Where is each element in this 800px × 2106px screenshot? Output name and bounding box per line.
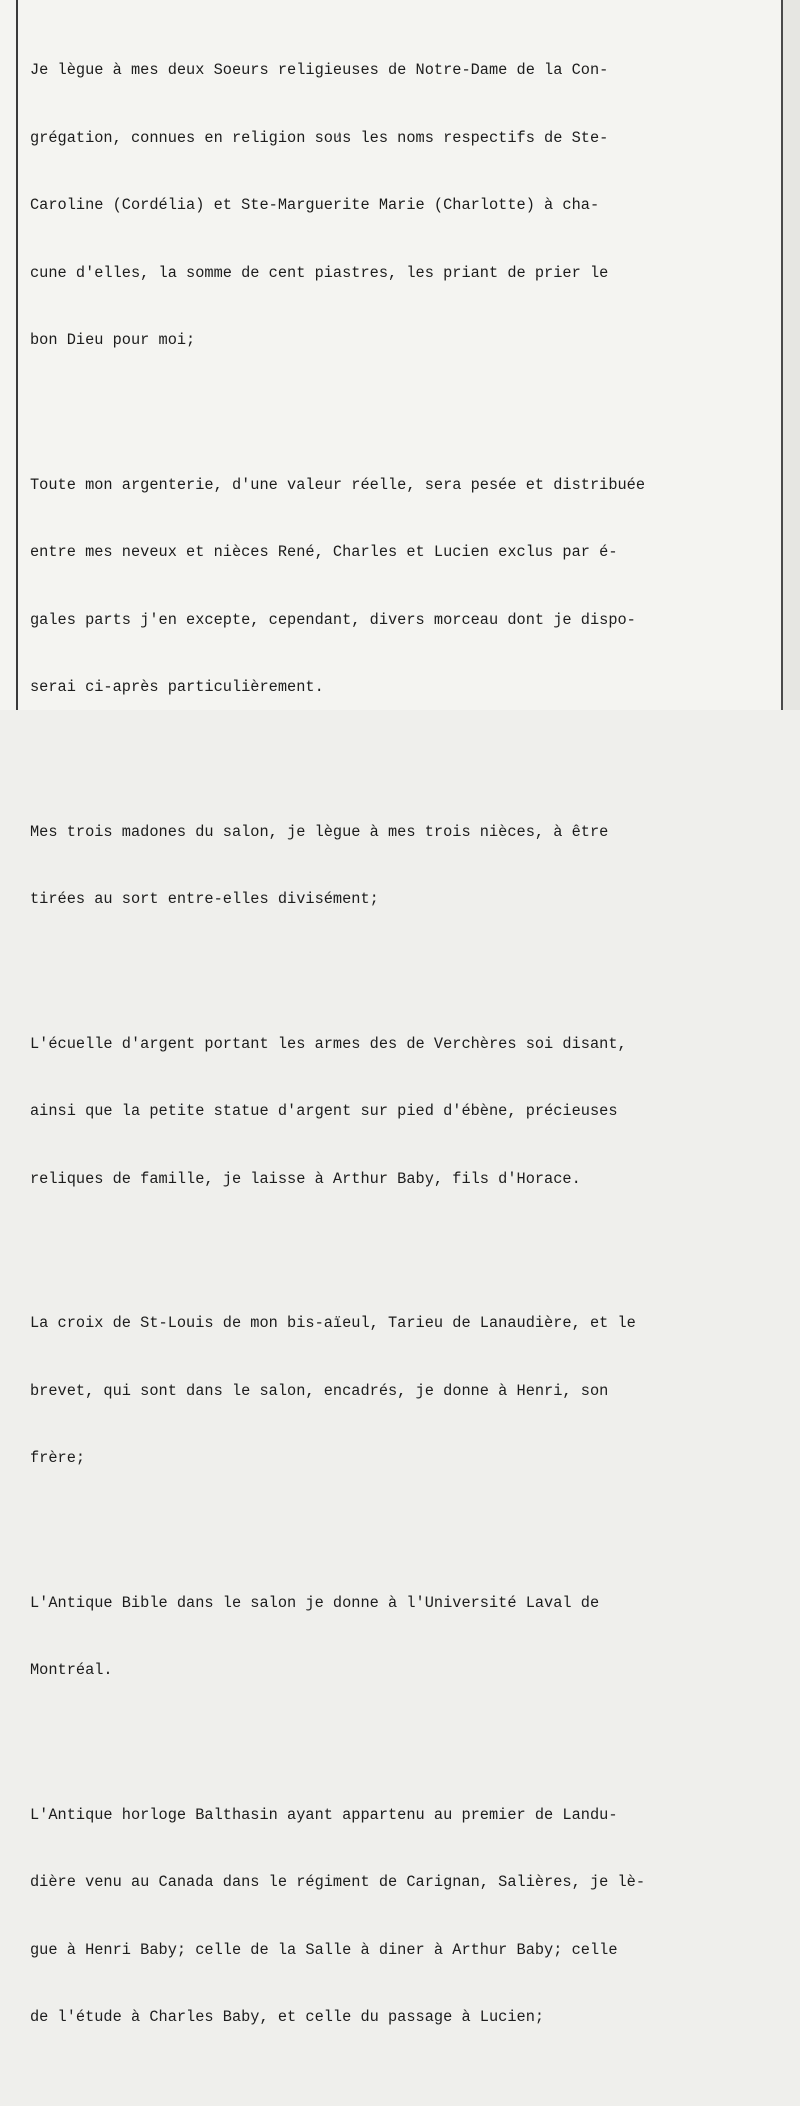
text-line: L'Antique Bible dans le salon je donne à l'Université Laval de <box>30 1593 600 1612</box>
text-line: gales parts j'en excepte, cependant, divers morceau dont je dispo- <box>30 610 636 629</box>
typed-text-block <box>30 14 790 2106</box>
text-line: entre mes neveux et nièces René, Charles et Lucien exclus par é- <box>30 543 618 561</box>
text-line: ainsi que la petite statue d'argent sur pied d'ébène, précieuses <box>30 1102 618 1120</box>
text-line: Toute mon argenterie, d'une valeur réelle, sera pesée et distribuée <box>30 475 646 494</box>
text-line: frère; <box>30 1449 86 1467</box>
text-line: brevet, qui sont dans le salon, encadrés, je donne à Henri, son <box>30 1381 609 1400</box>
paragraph-madonnas <box>30 776 790 956</box>
text-line: gue à Henri Baby; celle de la Salle à diner à Arthur Baby; celle <box>30 1940 618 1959</box>
paragraph-bible <box>30 1547 790 1727</box>
text-line: grégation, connues en religion sous les noms respectifs de Ste- <box>30 128 609 147</box>
paragraph-silverware <box>30 429 790 744</box>
paragraph-st-louis-cross <box>30 1267 790 1515</box>
paragraph-silver-bowl <box>30 988 790 1236</box>
text-line: dière venu au Canada dans le régiment de Carignan, Salières, je lè- <box>30 1873 646 1891</box>
text-line: reliques de famille, je laisse à Arthur Baby, fils d'Horace. <box>30 1169 581 1188</box>
text-line: tirées au sort entre-elles divisément; <box>30 890 379 908</box>
paragraph-clocks <box>30 1759 790 2074</box>
paragraph-bequest-sisters <box>30 14 790 397</box>
text-line: L'Antique horloge Balthasin ayant appartenu au premier de Landu- <box>30 1805 618 1824</box>
text-line: L'écuelle d'argent portant les armes des de Verchères soi disant, <box>30 1034 627 1053</box>
left-margin-rule <box>16 0 18 710</box>
text-line: bon Dieu pour moi; <box>30 331 196 349</box>
text-line: cune d'elles, la somme de cent piastres, les priant de prier le <box>30 263 609 282</box>
text-line: serai ci-après particulièrement. <box>30 678 324 696</box>
text-line: Montréal. <box>30 1661 113 1679</box>
text-line: de l'étude à Charles Baby, et celle du passage à Lucien; <box>30 2008 545 2026</box>
text-line: Je lègue à mes deux Soeurs religieuses de Notre-Dame de la Con- <box>30 61 609 79</box>
text-line: La croix de St-Louis de mon bis-aïeul, Tarieu de Lanaudière, et le <box>30 1314 636 1332</box>
text-line: Caroline (Cordélia) et Ste-Marguerite Marie (Charlotte) à cha- <box>30 196 600 214</box>
text-line: Mes trois madones du salon, je lègue à mes trois nièces, à être <box>30 822 609 841</box>
